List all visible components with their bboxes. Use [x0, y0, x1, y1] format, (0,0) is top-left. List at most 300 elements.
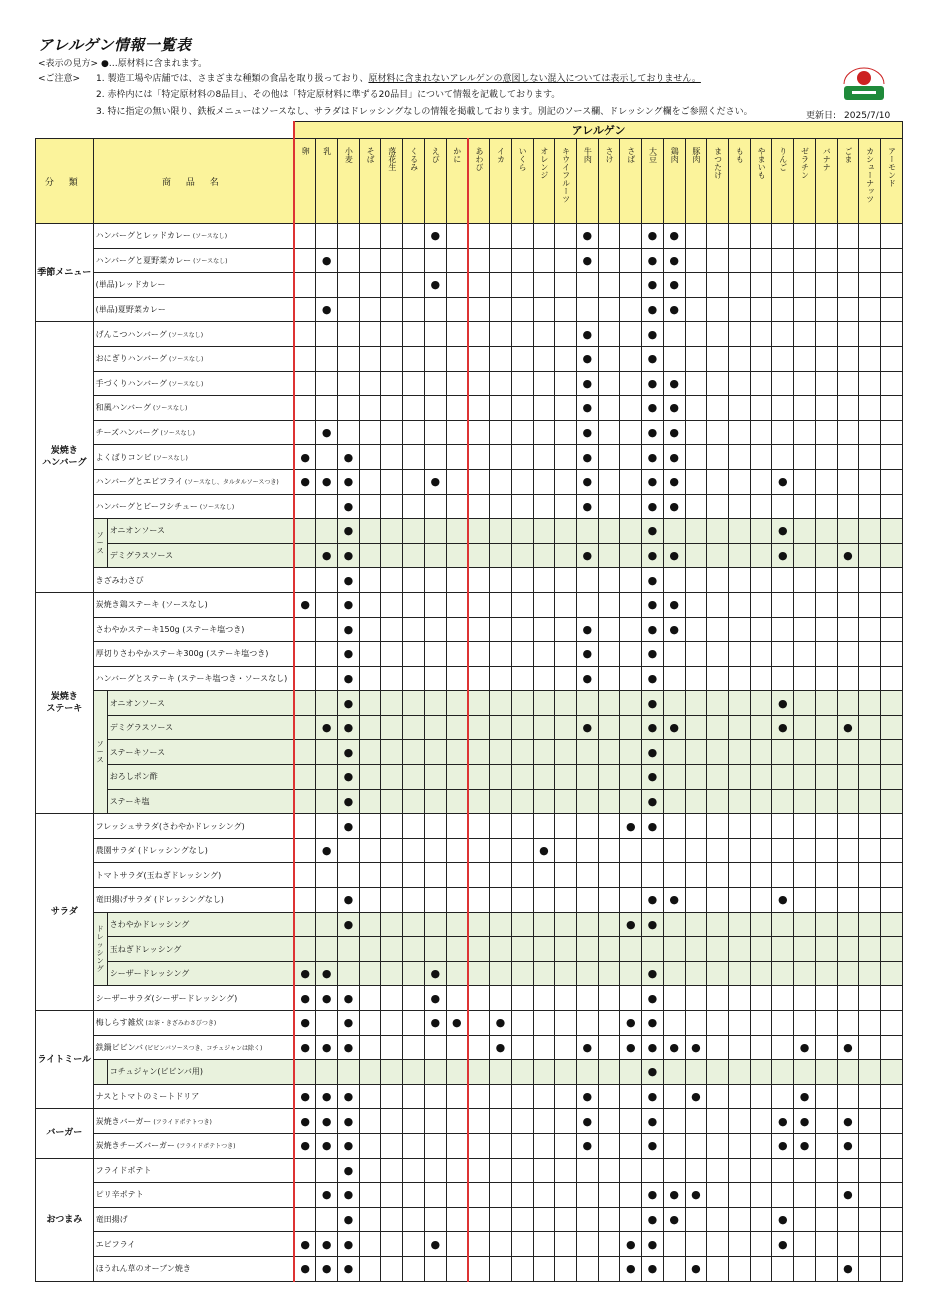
allergen-cell: ●: [642, 519, 664, 544]
allergen-cell: [446, 961, 468, 986]
allergen-cell: [359, 838, 381, 863]
allergen-table: [35, 121, 903, 1282]
allergen-cell: [750, 666, 772, 691]
allergen-cell: [794, 838, 816, 863]
allergen-cell: ●: [338, 519, 360, 544]
allergen-cell: [511, 396, 533, 421]
allergen-cell: [794, 666, 816, 691]
allergen-cell: [403, 1256, 425, 1281]
allergen-cell: [533, 248, 555, 273]
product-name: ピリ辛ポテト: [93, 1183, 294, 1208]
allergen-cell: [750, 273, 772, 298]
allergen-cell: [555, 1158, 577, 1183]
allergen-cell: [294, 248, 316, 273]
allergen-cell: [881, 248, 903, 273]
allergen-cell: [794, 543, 816, 568]
allergen-cell: [707, 568, 729, 593]
allergen-cell: [859, 568, 881, 593]
allergen-cell: [837, 396, 859, 421]
allergen-cell: [576, 838, 598, 863]
allergen-column-14: さけ: [598, 139, 620, 224]
allergen-cell: [381, 346, 403, 371]
table-row: [36, 937, 903, 962]
allergen-cell: [598, 691, 620, 716]
allergen-cell: [403, 494, 425, 519]
allergen-cell: [707, 396, 729, 421]
allergen-cell: ●: [642, 691, 664, 716]
allergen-cell: [294, 617, 316, 642]
subcategory-cell: ド レ ッ シ ン グ: [93, 912, 107, 986]
table-row: [36, 740, 903, 765]
allergen-cell: [881, 1011, 903, 1036]
allergen-cell: [381, 396, 403, 421]
allergen-cell: [424, 519, 446, 544]
allergen-cell: [316, 912, 338, 937]
allergen-cell: [359, 691, 381, 716]
allergen-cell: [424, 838, 446, 863]
allergen-cell: [359, 1060, 381, 1085]
allergen-cell: [424, 617, 446, 642]
allergen-cell: [316, 1011, 338, 1036]
allergen-cell: [316, 568, 338, 593]
allergen-column-11: オレンジ: [533, 139, 555, 224]
allergen-cell: [424, 691, 446, 716]
allergen-cell: [794, 396, 816, 421]
allergen-cell: [620, 469, 642, 494]
allergen-cell: [707, 1011, 729, 1036]
allergen-cell: ●: [642, 568, 664, 593]
allergen-cell: [750, 469, 772, 494]
allergen-cell: ●: [772, 543, 794, 568]
allergen-cell: [446, 691, 468, 716]
allergen-cell: [815, 715, 837, 740]
allergen-cell: [750, 1011, 772, 1036]
allergen-cell: [403, 346, 425, 371]
allergen-cell: [707, 986, 729, 1011]
allergen-cell: [794, 1207, 816, 1232]
allergen-cell: [685, 1158, 707, 1183]
allergen-cell: ●: [642, 715, 664, 740]
allergen-cell: [468, 543, 490, 568]
allergen-cell: [446, 346, 468, 371]
allergen-cell: [598, 986, 620, 1011]
allergen-cell: [468, 1232, 490, 1257]
allergen-cell: ●: [424, 1011, 446, 1036]
allergen-cell: ●: [663, 543, 685, 568]
table-row: [36, 961, 903, 986]
allergen-cell: [446, 273, 468, 298]
allergen-cell: [663, 789, 685, 814]
allergen-cell: [381, 1060, 403, 1085]
allergen-cell: ●: [642, 469, 664, 494]
allergen-cell: [859, 666, 881, 691]
allergen-cell: ●: [620, 1011, 642, 1036]
allergen-cell: [750, 494, 772, 519]
allergen-cell: [424, 1109, 446, 1134]
allergen-cell: [403, 469, 425, 494]
allergen-cell: [403, 1011, 425, 1036]
allergen-cell: ●: [338, 1011, 360, 1036]
allergen-cell: [837, 1232, 859, 1257]
allergen-cell: [381, 765, 403, 790]
allergen-cell: [381, 1133, 403, 1158]
allergen-cell: [316, 691, 338, 716]
allergen-cell: [728, 814, 750, 839]
allergen-cell: [598, 642, 620, 667]
allergen-cell: [316, 592, 338, 617]
allergen-cell: [381, 1035, 403, 1060]
allergen-cell: [750, 789, 772, 814]
allergen-cell: [446, 740, 468, 765]
allergen-cell: [859, 863, 881, 888]
subcategory-cell: ソ ー ス: [93, 519, 107, 568]
allergen-cell: [837, 1060, 859, 1085]
allergen-cell: [468, 273, 490, 298]
allergen-cell: ●: [424, 224, 446, 249]
allergen-cell: [707, 1060, 729, 1085]
allergen-cell: [859, 1256, 881, 1281]
allergen-cell: [490, 1256, 512, 1281]
allergen-cell: [859, 322, 881, 347]
product-name: さわやかステーキ150g (ステーキ塩つき): [93, 617, 294, 642]
allergen-cell: [533, 322, 555, 347]
allergen-cell: [403, 1035, 425, 1060]
allergen-cell: [446, 715, 468, 740]
allergen-cell: [728, 838, 750, 863]
allergen-cell: [859, 1232, 881, 1257]
allergen-cell: [859, 469, 881, 494]
allergen-cell: ●: [642, 445, 664, 470]
table-row: [36, 1183, 903, 1208]
allergen-cell: [663, 666, 685, 691]
allergen-cell: [794, 961, 816, 986]
allergen-cell: ●: [663, 888, 685, 913]
allergen-cell: [403, 838, 425, 863]
allergen-cell: ●: [338, 814, 360, 839]
allergen-cell: [881, 1109, 903, 1134]
allergen-cell: [728, 1011, 750, 1036]
allergen-cell: [403, 543, 425, 568]
allergen-cell: [598, 1084, 620, 1109]
allergen-cell: ●: [663, 1207, 685, 1232]
allergen-cell: [555, 1060, 577, 1085]
allergen-cell: ●: [642, 765, 664, 790]
allergen-cell: ●: [576, 346, 598, 371]
allergen-cell: [620, 691, 642, 716]
allergen-cell: ●: [685, 1183, 707, 1208]
allergen-cell: [598, 617, 620, 642]
allergen-cell: [598, 765, 620, 790]
allergen-cell: [772, 1183, 794, 1208]
allergen-cell: [837, 666, 859, 691]
allergen-cell: [468, 740, 490, 765]
allergen-cell: ●: [772, 519, 794, 544]
allergen-cell: [576, 1060, 598, 1085]
allergen-cell: [815, 642, 837, 667]
allergen-cell: [859, 1084, 881, 1109]
allergen-cell: [533, 691, 555, 716]
allergen-cell: [837, 248, 859, 273]
allergen-cell: [359, 912, 381, 937]
allergen-cell: [881, 814, 903, 839]
allergen-cell: [794, 322, 816, 347]
allergen-cell: [598, 322, 620, 347]
product-name: よくばりコンビ (ソースなし): [93, 445, 294, 470]
allergen-cell: [620, 617, 642, 642]
category-cell: ライトミール: [36, 1011, 94, 1109]
allergen-cell: ●: [620, 912, 642, 937]
allergen-cell: [815, 1133, 837, 1158]
allergen-cell: ●: [642, 789, 664, 814]
allergen-cell: [620, 371, 642, 396]
allergen-cell: [815, 346, 837, 371]
allergen-cell: [620, 543, 642, 568]
allergen-cell: [859, 519, 881, 544]
allergen-cell: [750, 346, 772, 371]
allergen-cell: [707, 1256, 729, 1281]
allergen-cell: [424, 248, 446, 273]
allergen-cell: [446, 543, 468, 568]
allergen-cell: [446, 396, 468, 421]
product-name: 和風ハンバーグ (ソースなし): [93, 396, 294, 421]
allergen-cell: ●: [294, 1035, 316, 1060]
allergen-cell: [533, 863, 555, 888]
allergen-cell: [750, 863, 772, 888]
table-row: [36, 445, 903, 470]
allergen-cell: [772, 912, 794, 937]
table-row: [36, 814, 903, 839]
allergen-cell: [598, 297, 620, 322]
allergen-cell: [772, 838, 794, 863]
allergen-cell: [728, 765, 750, 790]
allergen-cell: [620, 1158, 642, 1183]
allergen-cell: [794, 888, 816, 913]
allergen-cell: [403, 322, 425, 347]
allergen-cell: [837, 1084, 859, 1109]
allergen-cell: [837, 912, 859, 937]
allergen-cell: [772, 592, 794, 617]
allergen-cell: [707, 297, 729, 322]
product-name: ハンバーグとビーフシチュー (ソースなし): [93, 494, 294, 519]
allergen-cell: ●: [316, 1109, 338, 1134]
allergen-cell: [533, 519, 555, 544]
allergen-cell: ●: [294, 1109, 316, 1134]
allergen-cell: [533, 445, 555, 470]
allergen-cell: [403, 715, 425, 740]
allergen-cell: [707, 961, 729, 986]
allergen-column-8: あわび: [468, 139, 490, 224]
allergen-cell: ●: [642, 986, 664, 1011]
allergen-cell: [881, 666, 903, 691]
allergen-cell: [511, 814, 533, 839]
allergen-cell: [642, 1158, 664, 1183]
allergen-cell: [576, 1011, 598, 1036]
allergen-cell: [663, 912, 685, 937]
allergen-cell: [620, 961, 642, 986]
allergen-cell: [750, 937, 772, 962]
allergen-cell: ●: [663, 297, 685, 322]
allergen-cell: [511, 1011, 533, 1036]
allergen-cell: [794, 789, 816, 814]
allergen-cell: ●: [642, 1133, 664, 1158]
allergen-cell: [859, 912, 881, 937]
allergen-cell: [316, 765, 338, 790]
allergen-cell: [403, 814, 425, 839]
allergen-cell: [663, 346, 685, 371]
allergen-cell: [881, 912, 903, 937]
allergen-cell: ●: [837, 1183, 859, 1208]
allergen-cell: [490, 789, 512, 814]
allergen-cell: [490, 1183, 512, 1208]
allergen-cell: [403, 789, 425, 814]
allergen-cell: ●: [642, 273, 664, 298]
allergen-cell: [511, 371, 533, 396]
allergen-cell: [490, 346, 512, 371]
allergen-cell: [294, 519, 316, 544]
allergen-cell: ●: [294, 1256, 316, 1281]
allergen-cell: [403, 248, 425, 273]
allergen-cell: [815, 1207, 837, 1232]
allergen-cell: [772, 1084, 794, 1109]
allergen-cell: ●: [663, 396, 685, 421]
allergen-cell: ●: [338, 765, 360, 790]
allergen-cell: [685, 224, 707, 249]
allergen-cell: [750, 519, 772, 544]
caution-1-underlined: 原材料に含まれないアレルゲンの意図しない混入については表示しておりません。: [368, 74, 701, 84]
allergen-cell: [576, 740, 598, 765]
allergen-cell: [424, 322, 446, 347]
allergen-cell: ●: [663, 1183, 685, 1208]
allergen-cell: [750, 740, 772, 765]
allergen-cell: [468, 912, 490, 937]
allergen-cell: [859, 888, 881, 913]
allergen-cell: [815, 592, 837, 617]
allergen-cell: [490, 519, 512, 544]
allergen-cell: [707, 1183, 729, 1208]
allergen-cell: [576, 568, 598, 593]
allergen-column-10: いくら: [511, 139, 533, 224]
allergen-cell: [403, 888, 425, 913]
allergen-cell: [446, 1232, 468, 1257]
allergen-cell: [728, 1035, 750, 1060]
allergen-cell: [533, 715, 555, 740]
product-name: げんこつハンバーグ (ソースなし): [93, 322, 294, 347]
allergen-cell: [424, 1183, 446, 1208]
allergen-cell: [707, 863, 729, 888]
allergen-cell: [598, 1011, 620, 1036]
table-row: [36, 691, 903, 716]
allergen-cell: [511, 1207, 533, 1232]
allergen-cell: [815, 740, 837, 765]
allergen-cell: [859, 224, 881, 249]
allergen-cell: [685, 322, 707, 347]
allergen-cell: ●: [294, 986, 316, 1011]
product-name: オニオンソース: [107, 519, 294, 544]
allergen-cell: [294, 888, 316, 913]
allergen-cell: [555, 1035, 577, 1060]
allergen-cell: [359, 469, 381, 494]
product-name: フレッシュサラダ(さわやかドレッシング): [93, 814, 294, 839]
allergen-cell: [707, 224, 729, 249]
allergen-cell: [707, 1158, 729, 1183]
table-row: [36, 617, 903, 642]
product-name: ナスとトマトのミートドリア: [93, 1084, 294, 1109]
allergen-cell: ●: [338, 1109, 360, 1134]
allergen-cell: [881, 420, 903, 445]
allergen-cell: ●: [338, 1133, 360, 1158]
allergen-cell: [685, 961, 707, 986]
allergen-cell: [881, 297, 903, 322]
allergen-cell: [707, 322, 729, 347]
category-cell: 炭焼き ハンバーグ: [36, 322, 94, 593]
allergen-cell: [685, 248, 707, 273]
allergen-cell: [750, 715, 772, 740]
allergen-cell: [815, 691, 837, 716]
allergen-cell: [338, 1060, 360, 1085]
allergen-cell: [468, 224, 490, 249]
allergen-cell: [511, 765, 533, 790]
allergen-cell: [294, 838, 316, 863]
allergen-cell: [837, 322, 859, 347]
allergen-cell: [316, 1060, 338, 1085]
allergen-cell: [381, 814, 403, 839]
allergen-cell: ●: [316, 961, 338, 986]
allergen-cell: [598, 420, 620, 445]
allergen-cell: [424, 1133, 446, 1158]
allergen-cell: [685, 838, 707, 863]
allergen-cell: [837, 297, 859, 322]
allergen-cell: [707, 1035, 729, 1060]
allergen-cell: [468, 1035, 490, 1060]
allergen-cell: [511, 642, 533, 667]
allergen-cell: [794, 740, 816, 765]
allergen-cell: [446, 297, 468, 322]
table-row: [36, 888, 903, 913]
allergen-cell: [403, 691, 425, 716]
allergen-column-27: アーモンド: [881, 139, 903, 224]
allergen-cell: [359, 1109, 381, 1134]
allergen-cell: [663, 1158, 685, 1183]
allergen-cell: [837, 986, 859, 1011]
allergen-cell: [620, 1207, 642, 1232]
allergen-cell: [837, 224, 859, 249]
allergen-cell: [424, 814, 446, 839]
allergen-cell: [359, 1256, 381, 1281]
allergen-cell: [772, 937, 794, 962]
allergen-column-17: 鶏肉: [663, 139, 685, 224]
allergen-cell: ●: [294, 961, 316, 986]
allergen-cell: [794, 986, 816, 1011]
allergen-cell: [728, 322, 750, 347]
allergen-cell: [576, 273, 598, 298]
allergen-cell: [468, 1133, 490, 1158]
allergen-cell: [424, 346, 446, 371]
allergen-cell: [511, 248, 533, 273]
allergen-cell: [468, 666, 490, 691]
allergen-cell: ●: [338, 986, 360, 1011]
allergen-cell: ●: [294, 1011, 316, 1036]
allergen-cell: [750, 420, 772, 445]
allergen-cell: [642, 863, 664, 888]
allergen-cell: [294, 814, 316, 839]
allergen-cell: [815, 248, 837, 273]
allergen-cell: ●: [490, 1035, 512, 1060]
allergen-cell: [663, 1011, 685, 1036]
table-row: [36, 248, 903, 273]
allergen-cell: ●: [772, 1207, 794, 1232]
allergen-cell: [837, 273, 859, 298]
allergen-cell: [837, 937, 859, 962]
